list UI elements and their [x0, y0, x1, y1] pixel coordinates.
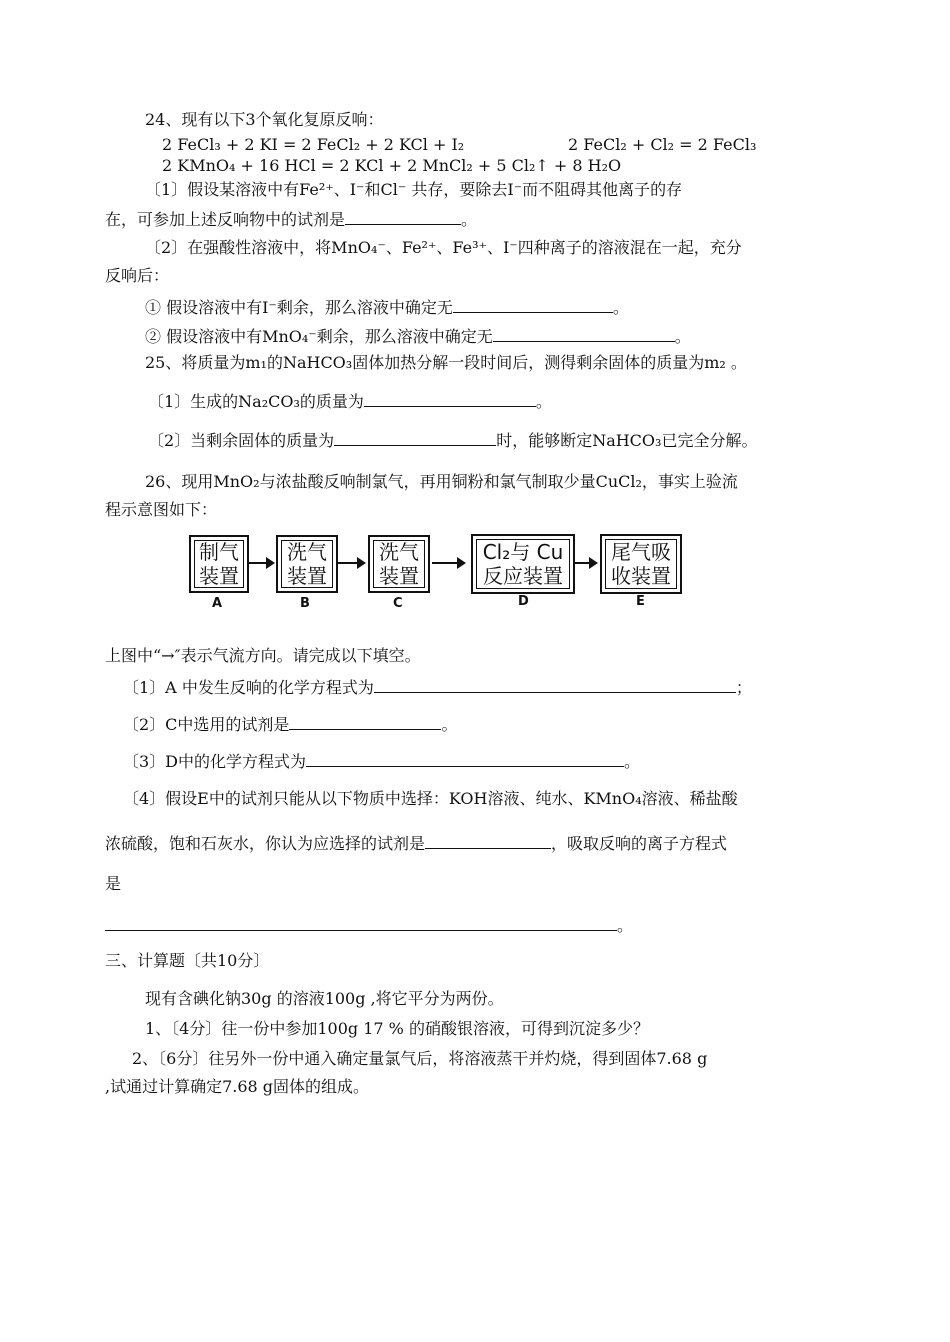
q26-intro-line2: 程示意图如下：: [105, 500, 218, 519]
q26-part2: 〔2〕C中选用的试剂是 。: [123, 715, 458, 734]
flow-box-b: 洗气 装置: [276, 535, 338, 593]
flow-arrow: [574, 562, 596, 564]
section3-question2-line2: ,试通过计算确定7.68 g固体的组成。: [105, 1077, 370, 1096]
flow-box-c: 洗气 装置: [368, 535, 430, 593]
q24-case2-blank[interactable]: [493, 325, 675, 342]
q25-part2-blank[interactable]: [334, 429, 496, 446]
q25-part2: 〔2〕当剩余固体的质量为 时，能够断定NaHCO₃已完全分解。: [148, 431, 758, 450]
q26-intro-line1: 26、现用MnO₂与浓盐酸反响制氯气，再用铜粉和氯气制取少量CuCl₂，事实上验流: [145, 472, 738, 491]
q26-part4-text: 浓硫酸，饱和石灰水，你认为应选择的试剂是: [105, 834, 426, 853]
flow-arrow: [249, 562, 273, 564]
q26-part1: 〔1〕A 中发生反响的化学方程式为 ；: [123, 678, 752, 697]
section3-question1: 1、〔4分〕往一份中参加100g 17 % 的硝酸银溶液，可得到沉淀多少？: [145, 1019, 649, 1038]
flow-caption-a: A: [212, 596, 223, 611]
flow-arrow: [338, 562, 364, 564]
q25-part1-blank[interactable]: [364, 390, 536, 407]
q24-case2: ② 假设溶液中有MnO₄⁻剩余，那么溶液中确定无 。: [145, 327, 691, 346]
flow-caption-c: C: [393, 596, 403, 611]
q26-part4-blank-reagent[interactable]: [425, 832, 551, 849]
q26-part4-line3: 是: [105, 874, 122, 893]
flow-box-a: 制气 装置: [189, 535, 249, 593]
q24-part2-line1: 〔2〕在强酸性溶液中，将MnO₄⁻、Fe²⁺、Fe³⁺、I⁻四种离子的溶液混在一起，充分: [145, 238, 742, 257]
q25-part1-text: 〔1〕生成的Na₂CO₃的质量为: [148, 392, 364, 411]
section3-question2-line1: 2、〔6分〕往另外一份中通入确定量氯气后，将溶液蒸干并灼烧，得到固体7.68 g: [132, 1049, 708, 1068]
flow-caption-e: E: [636, 594, 645, 609]
q24-equation-2: 2 FeCl₂ + Cl₂ = 2 FeCl₃: [568, 135, 757, 154]
flow-caption-b: B: [300, 596, 310, 611]
q24-part1-blank[interactable]: [345, 208, 461, 225]
q24-intro: 24、现有以下3个氧化复原反响：: [145, 110, 384, 129]
q24-equation-3: 2 KMnO₄ + 16 HCl = 2 KCl + 2 MnCl₂ + 5 Cl₂↑ + 8 H₂O: [162, 156, 622, 175]
q26-part3-blank[interactable]: [306, 750, 624, 767]
q24-case1-blank[interactable]: [453, 296, 613, 313]
q24-case2-text: ② 假设溶液中有MnO₄⁻剩余，那么溶液中确定无: [145, 327, 493, 346]
q25-part1: 〔1〕生成的Na₂CO₃的质量为 。: [148, 392, 552, 411]
q24-equation-1: 2 FeCl₃ + 2 KI = 2 FeCl₂ + 2 KCl + I₂: [162, 135, 465, 154]
q26-part1-text: 〔1〕A 中发生反响的化学方程式为: [123, 678, 374, 697]
q24-part1-line2: 在，可参加上述反响物中的试剂是 。: [105, 210, 478, 229]
q26-part4-blank-equation[interactable]: [105, 914, 617, 931]
section3-title: 三、计算题〔共10分〕: [105, 951, 270, 970]
flow-caption-d: D: [518, 594, 529, 609]
flow-arrow: [432, 562, 464, 564]
q25-part2-text: 〔2〕当剩余固体的质量为: [148, 431, 335, 450]
q26-part4-line2: 浓硫酸，饱和石灰水，你认为应选择的试剂是 ，吸取反响的离子方程式: [105, 834, 728, 853]
q26-part1-blank[interactable]: [374, 676, 736, 693]
q24-part1-text: 在，可参加上述反响物中的试剂是: [105, 210, 346, 229]
flow-box-e: 尾气吸 收装置: [600, 534, 682, 594]
q25-intro: 25、将质量为m₁的NaHCO₃固体加热分解一段时间后，测得剩余固体的质量为m₂ 。: [145, 353, 747, 372]
q24-part2-line2: 反响后：: [105, 266, 170, 285]
q24-case1: ① 假设溶液中有I⁻剩余，那么溶液中确定无 。: [145, 298, 629, 317]
q26-part4-line1: 〔4〕假设E中的试剂只能从以下物质中选择：KOH溶液、纯水、KMnO₄溶液、稀盐酸: [123, 789, 738, 808]
section3-intro: 现有含碘化钠30g 的溶液100g ,将它平分为两份。: [145, 989, 504, 1008]
q26-part2-blank[interactable]: [289, 713, 441, 730]
q24-part1-line1: 〔1〕假设某溶液中有Fe²⁺、I⁻和Cl⁻ 共存，要除去I⁻而不阻碍其他离子的存: [145, 180, 683, 199]
q24-case1-text: ① 假设溶液中有I⁻剩余，那么溶液中确定无: [145, 298, 453, 317]
q26-part4-line4: 。: [105, 914, 633, 936]
q26-part2-text: 〔2〕C中选用的试剂是: [123, 715, 290, 734]
q26-part3: 〔3〕D中的化学方程式为 。: [123, 752, 641, 771]
flow-box-d: Cl₂与 Cu 反应装置: [471, 534, 575, 594]
q26-note: 上图中“→″表示气流方向。请完成以下填空。: [105, 646, 421, 665]
q26-part3-text: 〔3〕D中的化学方程式为: [123, 752, 307, 771]
